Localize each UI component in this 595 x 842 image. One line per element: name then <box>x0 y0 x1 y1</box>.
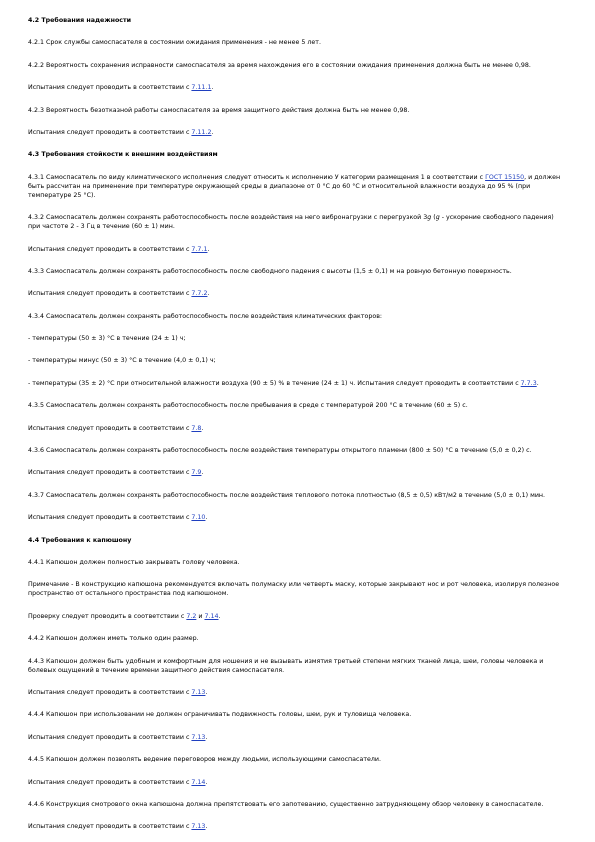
paragraph-4-2-1: 4.2.1 Срок службы самоспасателя в состоянии ожидания применения - не менее 5 лет. <box>28 39 321 47</box>
test-reference-4-3-6: Испытания следует проводить в соответствии с 7.9. <box>28 469 204 477</box>
paragraph-4-3-5: 4.3.5 Самоспасатель должен сохранять работоспособность после пребывания в среде с температурой 200 °С в течение (60 ± 5) с. <box>28 402 468 410</box>
link-7-9[interactable]: 7.9 <box>191 469 202 477</box>
test-reference-4-3-5: Испытания следует проводить в соответствии с 7.8. <box>28 424 204 432</box>
test-reference-4-2-2: Испытания следует проводить в соответствии с 7.11.1. <box>28 84 214 92</box>
section-heading-4-4: 4.4 Требования к капюшону <box>28 536 132 544</box>
section-heading-4-3: 4.3 Требования стойкости к внешним воздействиям <box>28 151 218 159</box>
paragraph-4-4-4: 4.4.4 Капюшон при использовании не должен ограничивать подвижность головы, шеи, рук и туловища человека. <box>28 711 412 719</box>
paragraph-4-4-3: 4.4.3 Капюшон должен быть удобным и комфортным для ношения и не вызывать измятия третьей степени мягких тканей лица, шеи, головы человека и болевых ощущений в течение времени защитного действия самоспасателя. <box>28 657 544 674</box>
paragraph-4-4-6: 4.4.6 Конструкция смотрового окна капюшона должна препятствовать его запотеванию, существенно затрудняющему обзор человеку в самоспасателе. <box>28 800 544 808</box>
section-heading-4-2: 4.2 Требования надежности <box>28 17 132 24</box>
link-7-7-3[interactable]: 7.7.3 <box>520 379 537 387</box>
link-7-7-2[interactable]: 7.7.2 <box>191 290 208 298</box>
link-7-7-1[interactable]: 7.7.1 <box>191 245 208 253</box>
test-reference-4-3-2: Испытания следует проводить в соответствии с 7.7.1. <box>28 245 210 253</box>
list-item-humidity: - температуры (35 ± 2) °С при относительной влажности воздуха (90 ± 5) % в течение (24 ± 1) ч. Испытания следует проводить в соответствии с 7.7.3. <box>28 379 539 387</box>
link-7-13[interactable]: 7.13 <box>191 733 206 741</box>
link-7-14[interactable]: 7.14 <box>191 778 206 786</box>
link-7-11-1[interactable]: 7.11.1 <box>191 84 212 92</box>
link-7-13[interactable]: 7.13 <box>191 823 206 831</box>
paragraph-4-2-3: 4.2.3 Вероятность безотказной работы самоспасателя за время защитного действия должна быть не менее 0,98. <box>28 106 410 114</box>
paragraph-4-3-1: 4.3.1 Самоспасатель по виду климатического исполнения следует относить к исполнению У категории размещения 1 в соответствии с ГОСТ 15150, и должен быть рассчитан на применение при температуре окружающей среды в диапазоне от 0 °С до 60 °С и относительной влажности воздуха до 95 % (при температуре 25 °С). <box>28 173 561 199</box>
paragraph-4-3-7: 4.3.7 Самоспасатель должен сохранять работоспособность после воздействия теплового потока плотностью (8,5 ± 0,5) кВт/м2 в течение (5,0 ± 0,1) мин. <box>28 491 546 499</box>
list-item-temperature-plus-50: - температуры (50 ± 3) °С в течение (24 ± 1) ч; <box>28 335 186 343</box>
test-reference-4-4-3: Испытания следует проводить в соответствии с 7.13. <box>28 688 208 696</box>
link-gost-15150[interactable]: ГОСТ 15150 <box>485 173 525 181</box>
paragraph-4-4-2: 4.4.2 Капюшон должен иметь только один размер. <box>28 635 199 643</box>
link-7-2[interactable]: 7.2 <box>186 612 197 620</box>
test-reference-4-2-3: Испытания следует проводить в соответствии с 7.11.2. <box>28 128 214 136</box>
list-item-temperature-minus-50: - температуры минус (50 ± 3) °С в течение (4,0 ± 0,1) ч; <box>28 357 216 365</box>
link-7-11-2[interactable]: 7.11.2 <box>191 128 212 136</box>
test-reference-4-4-6: Испытания следует проводить в соответствии с 7.13. <box>28 823 208 831</box>
paragraph-4-3-6: 4.3.6 Самоспасатель должен сохранять работоспособность после воздействия температуры открытого пламени (800 ± 50) °С в течение (5,0 ± 0,2) с. <box>28 447 532 455</box>
note-paragraph: Примечание - В конструкцию капюшона рекомендуется включать полумаску или четверть маску, которые закрывают нос и рот человека, изолируя полезное пространство от остального пространства под капюшоном. <box>28 581 560 598</box>
test-reference-4-4-5: Испытания следует проводить в соответствии с 7.14. <box>28 778 208 786</box>
paragraph-4-2-2: 4.2.2 Вероятность сохранения исправности самоспасателя за время нахождения его в состоянии ожидания применения должна быть не менее 0,98. <box>28 61 531 69</box>
paragraph-4-3-4: 4.3.4 Самоспасатель должен сохранять работоспособность после воздействия климатических факторов: <box>28 312 383 320</box>
link-7-10[interactable]: 7.10 <box>191 514 206 522</box>
link-7-8[interactable]: 7.8 <box>191 424 202 432</box>
paragraph-4-4-5: 4.4.5 Капюшон должен позволять ведение переговоров между людьми, использующими самоспасатели. <box>28 756 381 764</box>
paragraph-4-4-1: 4.4.1 Капюшон должен полностью закрывать голову человека. <box>28 558 240 566</box>
paragraph-4-3-2: 4.3.2 Самоспасатель должен сохранять работоспособность после воздействия на него вибронагрузки с перегрузкой 3g (g - ускорение свободного падения) при частоте 2 - 3 Гц в течение (60 ± 1) мин. <box>28 214 554 231</box>
test-reference-4-4-4: Испытания следует проводить в соответствии с 7.13. <box>28 733 208 741</box>
paragraph-4-3-3: 4.3.3 Самоспасатель должен сохранять работоспособность после свободного падения с высоты (1,5 ± 0,1) м на ровную бетонную поверхность. <box>28 267 512 275</box>
check-reference-4-4-1: Проверку следует проводить в соответствии с 7.2 и 7.14. <box>28 612 221 620</box>
link-7-14[interactable]: 7.14 <box>204 612 219 620</box>
link-7-13[interactable]: 7.13 <box>191 688 206 696</box>
test-reference-4-3-7: Испытания следует проводить в соответствии с 7.10. <box>28 514 208 522</box>
test-reference-4-3-3: Испытания следует проводить в соответствии с 7.7.2. <box>28 290 210 298</box>
